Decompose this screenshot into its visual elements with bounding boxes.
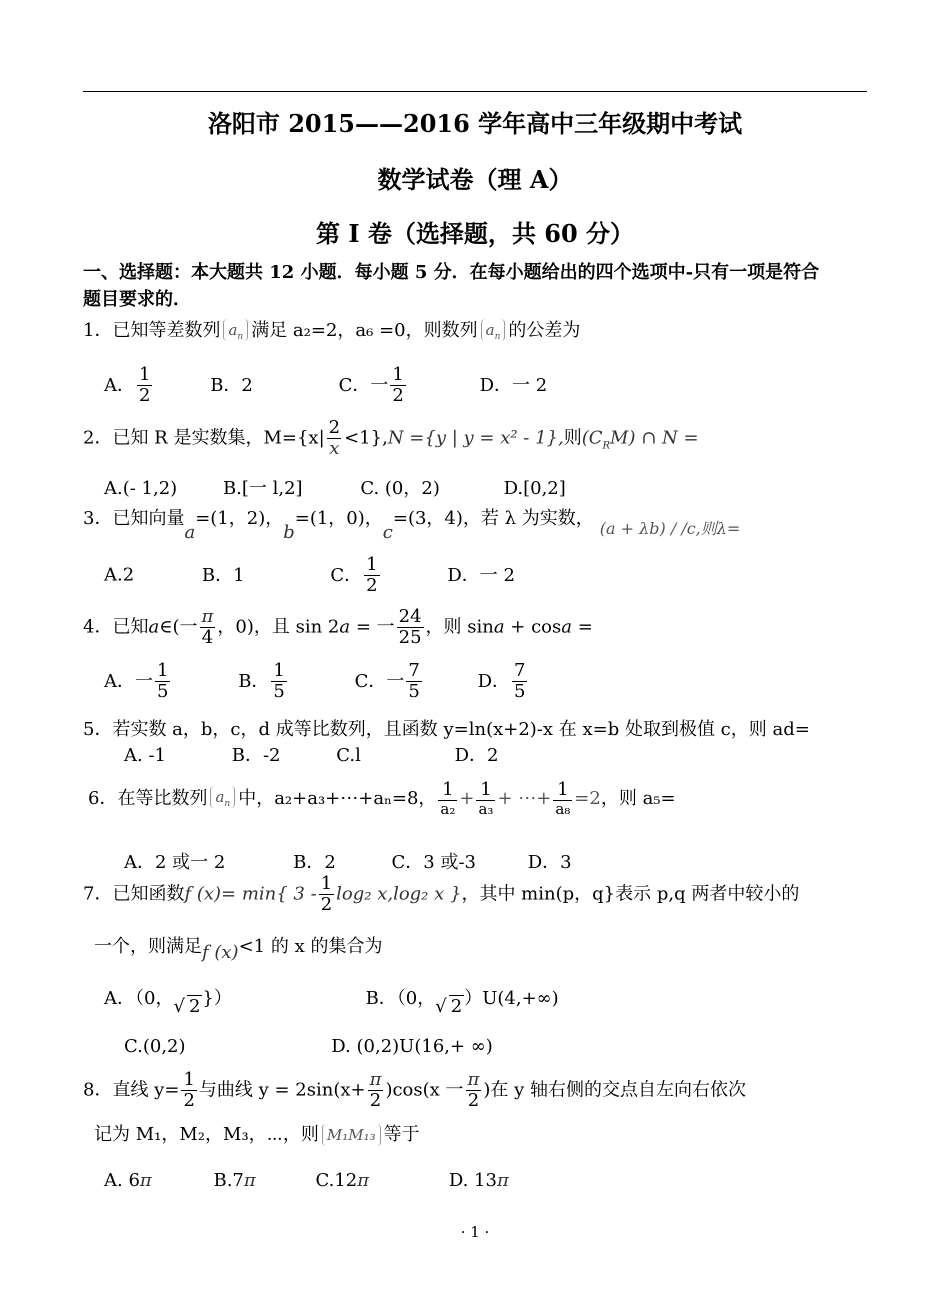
option-d: D. 13π xyxy=(448,1170,509,1191)
question-2-options xyxy=(104,474,566,500)
question-1-options xyxy=(104,365,547,406)
fraction: $\frac{1}{5}$ xyxy=(273,660,285,703)
option-c: C．一 $\frac{1}{2}$ xyxy=(338,364,404,407)
segment-length: M₁M₁₃ xyxy=(322,1124,381,1146)
fraction: $\frac{1}{2}$ xyxy=(392,364,404,407)
exam-title: 洛阳市 2015——2016 学年高中三年级期中考试 xyxy=(207,109,743,138)
option-b: B．-2 xyxy=(231,745,281,766)
fraction: $\frac{\pi}{2}$ xyxy=(369,1069,382,1112)
option-c: C．3 或-3 xyxy=(391,852,476,873)
option-a: A. 6π xyxy=(104,1170,152,1191)
option-d: D．一 2 xyxy=(479,374,548,396)
question-3: 3．已知向量a=(1，2)，b=(1，0)，c=(3，4)，若 λ 为实数， (a + λb) / /c,则λ= xyxy=(83,508,741,543)
question-7: 7．已知函数f (x)= min{ 3 - $\frac{1}{2}$ log₂ x,log₂ x }，其中 min(p，q}表示 p,q 两者中较小的 xyxy=(83,873,800,916)
question-4-options xyxy=(104,661,529,702)
section-intro-line-2: 题目要求的． xyxy=(83,289,191,310)
option-a: A．（0，√ 2 }） xyxy=(104,988,232,1017)
option-c: C．一 $\frac{7}{5}$ xyxy=(354,660,420,703)
option-b: B．（0，√ 2 ）U(4,+∞) xyxy=(365,988,559,1017)
option-d: D．3 xyxy=(527,852,572,873)
question-7-options-cd xyxy=(124,1036,493,1057)
option-c: C.12π xyxy=(315,1170,370,1191)
fraction: $\frac{1}{\text{a₂}}$ xyxy=(440,779,456,819)
option-a: A．2 或一 2 xyxy=(124,852,226,873)
fraction: $\frac{24}{25}$ xyxy=(398,606,422,649)
option-a: A． $\frac{1}{2}$ xyxy=(104,364,151,407)
question-1: 1．已知等差数列 $a_n$ 满足 a₂=2，a₆ =0，则数列 $a_n$ 的公差为 xyxy=(83,320,581,342)
sequence-an: $a_n$ xyxy=(223,319,248,341)
fraction: $\frac{1}{2}$ xyxy=(320,873,333,916)
fraction: $\frac{1}{5}$ xyxy=(157,660,169,703)
question-5-options xyxy=(124,741,498,767)
fraction: $\frac{1}{2}$ xyxy=(366,554,378,597)
fraction: $\frac{\pi}{2}$ xyxy=(467,1069,480,1112)
option-a: A.(- 1,2) xyxy=(104,478,178,499)
fraction: $\frac{1}{\text{a₈}}$ xyxy=(555,779,571,819)
header-rule xyxy=(83,91,867,92)
option-b: B.7π xyxy=(213,1170,256,1191)
option-a: A. -1 xyxy=(124,745,166,766)
question-8-line-2: 记为 M₁，M₂，M₃，⋯，则 M₁M₁₃ 等于 xyxy=(94,1124,420,1145)
option-d: D． $\frac{7}{5}$ xyxy=(477,660,526,703)
option-c: C. (0，2) xyxy=(360,478,440,499)
fraction: $\frac{2}{x}$ xyxy=(328,417,341,460)
option-c: C.l xyxy=(336,745,361,766)
option-a: A．一 $\frac{1}{5}$ xyxy=(104,660,169,703)
fraction: $\frac{1}{2}$ xyxy=(139,364,151,407)
question-7-options-ab xyxy=(104,984,559,1017)
fraction: $\frac{1}{2}$ xyxy=(183,1069,195,1112)
option-b: B． $\frac{1}{5}$ xyxy=(238,660,285,703)
sequence-an: $a_n$ xyxy=(481,319,506,341)
fraction: $\frac{1}{\text{a₃}}$ xyxy=(478,779,494,819)
fraction: $\frac{7}{5}$ xyxy=(408,660,420,703)
option-c: C.(0,2) xyxy=(124,1036,186,1057)
question-2: 2．已知 R 是实数集，M={x| $\frac{2}{x}$ <1},N ={y | y = x² - 1},则$(C_RM)$ ∩ N = xyxy=(83,417,699,460)
option-d: D．2 xyxy=(454,745,499,766)
option-b: B.[一 l,2] xyxy=(222,478,303,499)
question-5: 5．若实数 a，b，c，d 成等比数列，且函数 y=ln(x+2)-x 在 x=b 处取到极值 c，则 ad= xyxy=(83,719,810,740)
option-a: A.2 xyxy=(104,564,135,586)
section-intro-line-1: 一、选择题：本大题共 12 小题．每小题 5 分．在每小题给出的四个选项中-只有一项是符合 xyxy=(83,262,820,283)
sequence-an: $a_n$ xyxy=(210,786,235,808)
option-b: B．1 xyxy=(201,564,245,586)
question-8-options xyxy=(104,1170,509,1191)
fraction: $\frac{\pi}{4}$ xyxy=(201,606,214,649)
question-6: 6．在等比数列 $a_n$ 中，a₂+a₃+⋯+aₙ=8， $\frac{1}{\text{a₂}}$ + $\frac{1}{\text{a₃}}$ + ⋯+ $\frac{1}{\text{a₈}}$ =2，则 a₅= xyxy=(88,779,676,819)
option-d: D．一 2 xyxy=(447,564,515,586)
option-b: B．2 xyxy=(293,852,336,873)
option-b: B．2 xyxy=(210,374,253,396)
question-8: 8．直线 y= $\frac{1}{2}$ 与曲线 y = 2sin(x+ $\frac{\pi}{2}$ )cos(x 一 $\frac{\pi}{2}$ )在 y 轴右侧的交点自左向右依次 xyxy=(83,1069,747,1112)
option-d: D.[0,2] xyxy=(503,478,566,499)
question-3-options xyxy=(104,555,515,596)
fraction: $\frac{7}{5}$ xyxy=(514,660,526,703)
question-6-options xyxy=(124,848,572,874)
question-7-line-2: 一个，则满足f (x)<1 的 x 的集合为 xyxy=(94,936,383,963)
exam-subtitle: 数学试卷（理 A） xyxy=(377,165,573,194)
question-4: 4．已知a∈(一 $\frac{\pi}{4}$ ，0)，且 sin 2a = 一 $\frac{24}{25}$ ，则 sina + cosa = xyxy=(83,606,593,649)
page-number: · 1 · xyxy=(460,1223,490,1241)
option-c: C． $\frac{1}{2}$ xyxy=(330,554,378,597)
option-d: D. (0,2)U(16,+ ∞) xyxy=(331,1036,493,1057)
part-title: 第 I 卷（选择题，共 60 分） xyxy=(315,219,635,248)
